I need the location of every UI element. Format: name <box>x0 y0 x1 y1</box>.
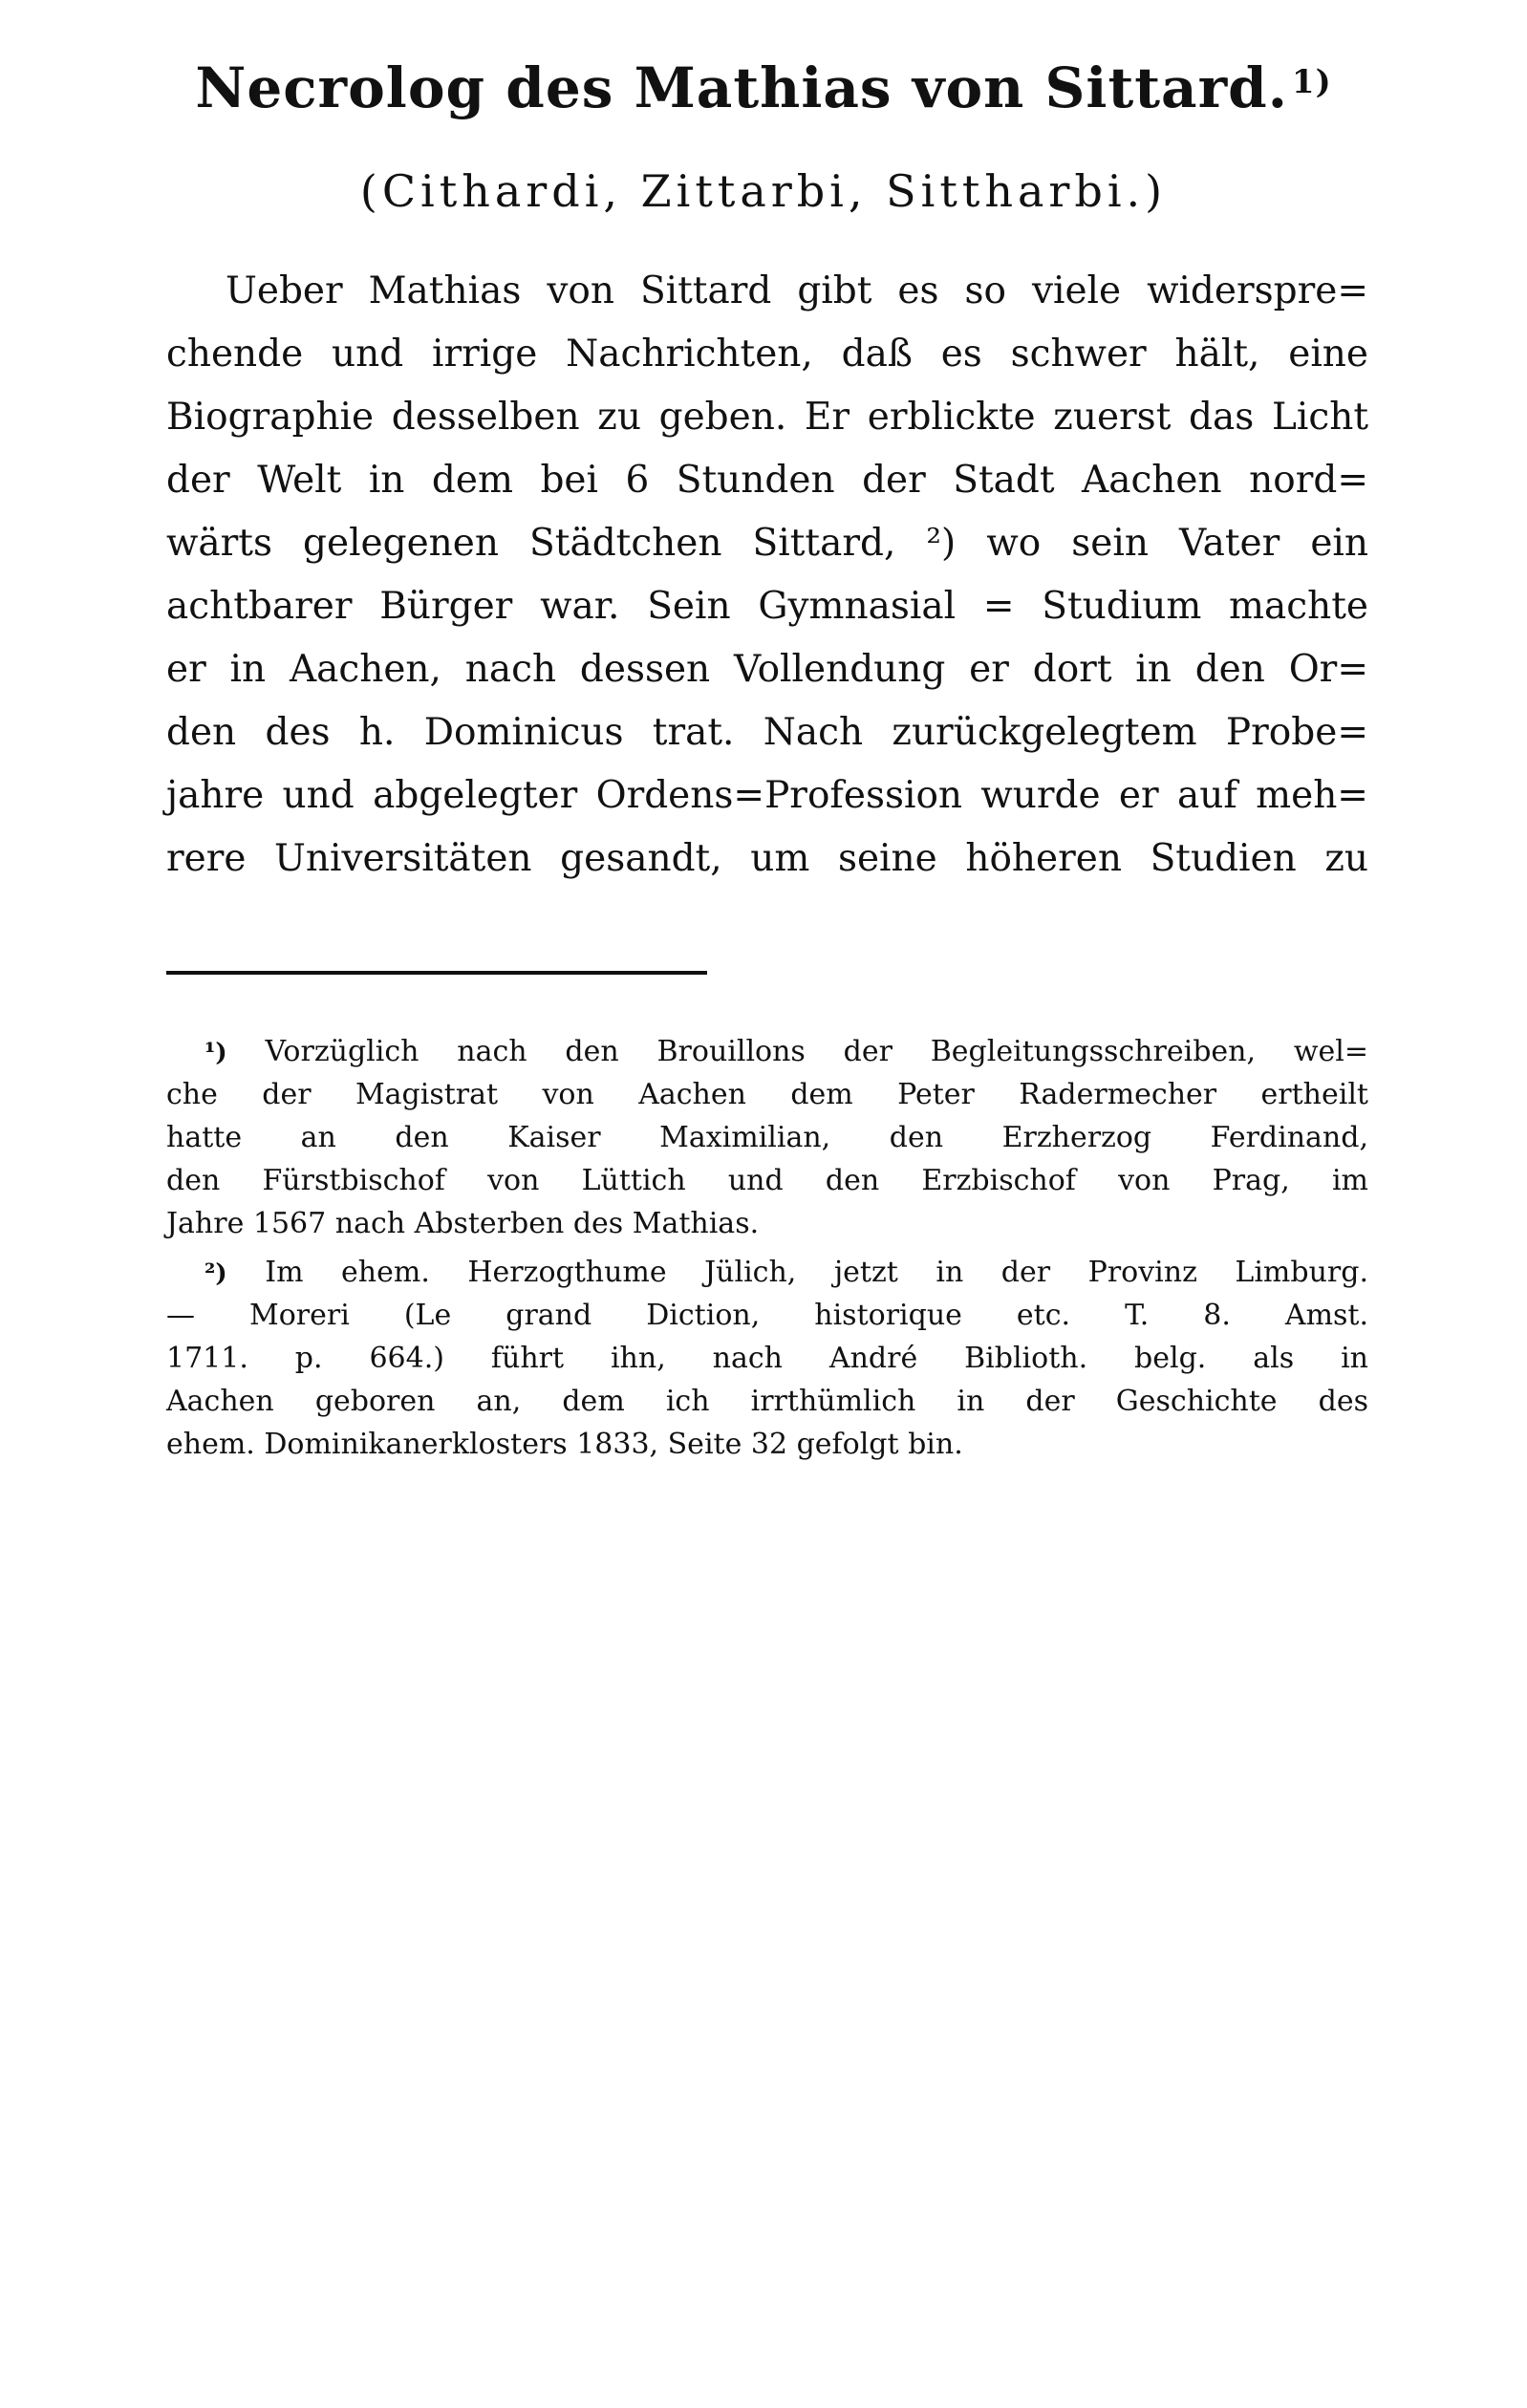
title-footnote-mark: 1) <box>1291 63 1332 101</box>
footnote-line: den Fürstbischof von Lüttich und den Erzbischof von Prag, im <box>166 1164 1368 1197</box>
footnote-divider <box>166 971 707 975</box>
body-line: er in Aachen, nach dessen Vollendung er dort in den Or= <box>166 648 1368 691</box>
footnote-line-text: Im ehem. Herzogthume Jülich, jetzt in der Provinz Limburg. <box>265 1256 1368 1289</box>
body-line: Ueber Mathias von Sittard gibt es so viele widersprе= <box>226 269 1368 312</box>
footnote-line: ehem. Dominikanerklosters 1833, Seite 32 gefolgt bin. <box>166 1428 963 1461</box>
footnote-2 <box>166 1251 1368 1466</box>
body-line: der Welt in dem bei 6 Stunden der Stadt Aachen nord= <box>166 459 1368 502</box>
body-line: wärts gelegenen Städtchen Sittard, ²) wo sein Vater ein <box>166 522 1368 565</box>
page-title <box>0 50 1527 126</box>
footnote-line: che der Magistrat von Aachen dem Peter Radermecher ertheilt <box>166 1078 1368 1111</box>
body-paragraph <box>166 260 1368 891</box>
body-line: jahre und abgelegter Ordens=Profession wurde er auf meh= <box>166 774 1368 817</box>
body-line: achtbarer Bürger war. Sein Gymnasial = Studium machte <box>166 585 1368 628</box>
footnote-mark: ¹) <box>204 1039 227 1067</box>
footnote-line: 1711. p. 664.) führt ihn, nach André Biblioth. belg. als in <box>166 1342 1368 1375</box>
body-line: rere Universitäten gesandt, um seine höheren Studien zu <box>166 837 1368 880</box>
body-line: den des h. Dominicus trat. Nach zurückgelegtem Probe= <box>166 711 1368 754</box>
footnote-line: Aachen geboren an, dem ich irrthümlich in der Geschichte des <box>166 1385 1368 1418</box>
page-title-text: Necrolog des Mathias von Sittard. <box>195 55 1288 120</box>
body-line: Biographie desselben zu geben. Er erblickte zuerst das Licht <box>166 396 1368 439</box>
footnote-line <box>166 1030 1368 1073</box>
footnote-mark: ²) <box>204 1259 227 1288</box>
footnote-line: Jahre 1567 nach Absterben des Mathias. <box>166 1207 760 1240</box>
footnote-line-text: Vorzüglich nach den Brouillons der Begleitungsschreiben, wel= <box>265 1035 1368 1068</box>
page-subtitle: (Cithardi, Zittarbi, Sittharbi.) <box>359 165 1168 217</box>
footnote-line <box>166 1251 1368 1294</box>
body-line: chende und irrige Nachrichten, daß es schwer hält, eine <box>166 333 1368 376</box>
footnotes-section <box>166 1030 1368 1472</box>
footnote-1 <box>166 1030 1368 1245</box>
footnote-line: hatte an den Kaiser Maximilian, den Erzherzog Ferdinand, <box>166 1121 1368 1154</box>
footnote-line: — Moreri (Le grand Diction, historique etc. T. 8. Amst. <box>166 1299 1368 1332</box>
